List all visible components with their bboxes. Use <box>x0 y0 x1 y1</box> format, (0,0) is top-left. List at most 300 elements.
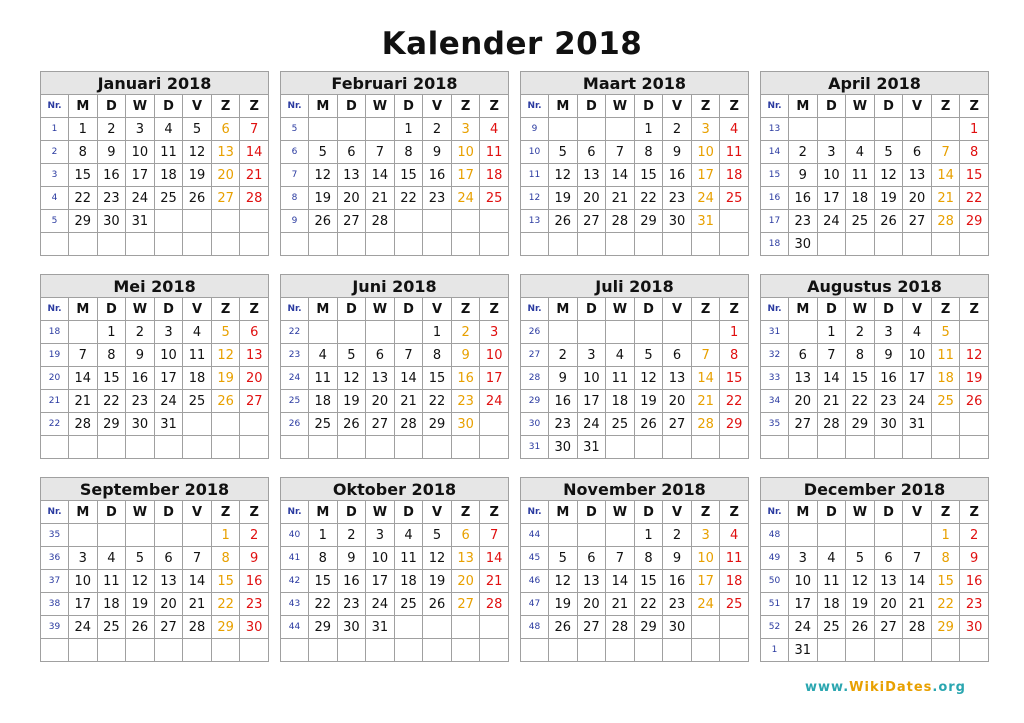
day-cell: 7 <box>394 344 423 367</box>
week-number: 26 <box>521 321 549 344</box>
day-cell: 23 <box>423 187 452 210</box>
weekday-header: M <box>789 501 818 524</box>
week-number: 24 <box>281 367 309 390</box>
day-cell-saturday: 1 <box>931 524 960 547</box>
footer-watermark[interactable] <box>805 680 966 695</box>
week-number: 43 <box>281 593 309 616</box>
day-cell <box>423 210 452 233</box>
day-cell <box>69 639 98 662</box>
day-cell: 26 <box>846 616 875 639</box>
day-cell <box>817 639 846 662</box>
day-cell <box>789 321 818 344</box>
week-number: 49 <box>761 547 789 570</box>
week-number: 39 <box>41 616 69 639</box>
week-number-header: Nr. <box>281 298 309 321</box>
weekday-header: Z <box>720 501 749 524</box>
day-cell-saturday: 7 <box>931 141 960 164</box>
day-cell: 24 <box>817 210 846 233</box>
day-cell-saturday <box>451 436 480 459</box>
day-cell: 9 <box>337 547 366 570</box>
day-cell: 10 <box>69 570 98 593</box>
day-cell-sunday: 22 <box>960 187 989 210</box>
day-cell: 23 <box>789 210 818 233</box>
week-number: 17 <box>761 210 789 233</box>
day-cell: 24 <box>789 616 818 639</box>
day-cell: 24 <box>69 616 98 639</box>
week-number <box>281 436 309 459</box>
day-cell: 11 <box>846 164 875 187</box>
week-number: 23 <box>281 344 309 367</box>
day-cell: 16 <box>549 390 578 413</box>
weekday-header: D <box>337 95 366 118</box>
day-cell: 14 <box>69 367 98 390</box>
day-cell-saturday: 6 <box>451 524 480 547</box>
weekday-header: M <box>789 298 818 321</box>
weekday-header: M <box>69 298 98 321</box>
day-cell: 9 <box>663 547 692 570</box>
day-cell <box>846 639 875 662</box>
day-cell <box>183 436 212 459</box>
day-cell <box>874 436 903 459</box>
day-cell-saturday: 19 <box>211 367 240 390</box>
day-cell: 12 <box>183 141 212 164</box>
week-number-header: Nr. <box>761 501 789 524</box>
week-number-header: Nr. <box>521 95 549 118</box>
day-cell: 28 <box>903 616 932 639</box>
day-cell: 5 <box>309 141 338 164</box>
day-cell: 13 <box>903 164 932 187</box>
weekday-header: V <box>663 501 692 524</box>
day-cell: 5 <box>126 547 155 570</box>
day-cell-sunday: 16 <box>960 570 989 593</box>
day-cell <box>874 639 903 662</box>
weekday-header: M <box>789 95 818 118</box>
week-row <box>41 639 269 662</box>
week-number: 22 <box>281 321 309 344</box>
day-cell: 26 <box>309 210 338 233</box>
weekday-header: D <box>634 501 663 524</box>
day-cell-saturday: 3 <box>451 118 480 141</box>
month-title: Augustus 2018 <box>761 275 989 298</box>
day-cell: 16 <box>97 164 126 187</box>
day-cell: 27 <box>874 616 903 639</box>
day-cell: 26 <box>549 210 578 233</box>
day-cell: 31 <box>126 210 155 233</box>
week-row <box>41 616 269 639</box>
day-cell-saturday <box>211 210 240 233</box>
day-cell: 4 <box>394 524 423 547</box>
week-number: 13 <box>761 118 789 141</box>
weekday-header: M <box>549 95 578 118</box>
day-cell: 26 <box>549 616 578 639</box>
week-row <box>281 367 509 390</box>
day-cell: 25 <box>846 210 875 233</box>
day-cell-sunday: 4 <box>720 524 749 547</box>
week-row <box>281 141 509 164</box>
weekday-header: V <box>423 298 452 321</box>
day-cell <box>817 524 846 547</box>
day-cell: 29 <box>634 616 663 639</box>
day-cell-sunday: 1 <box>720 321 749 344</box>
day-cell <box>394 321 423 344</box>
day-cell-sunday: 24 <box>480 390 509 413</box>
day-cell: 24 <box>903 390 932 413</box>
day-cell-saturday: 27 <box>211 187 240 210</box>
day-cell: 10 <box>366 547 395 570</box>
day-cell-sunday: 17 <box>480 367 509 390</box>
day-cell-saturday: 13 <box>451 547 480 570</box>
day-cell: 5 <box>549 547 578 570</box>
day-cell: 11 <box>154 141 183 164</box>
day-cell: 6 <box>154 547 183 570</box>
month-table <box>280 274 509 459</box>
day-cell-sunday <box>720 436 749 459</box>
week-row <box>281 547 509 570</box>
day-cell: 25 <box>154 187 183 210</box>
day-cell: 3 <box>789 547 818 570</box>
week-number: 2 <box>41 141 69 164</box>
day-cell-sunday <box>960 639 989 662</box>
week-row <box>281 187 509 210</box>
month-title: Oktober 2018 <box>281 478 509 501</box>
week-number: 45 <box>521 547 549 570</box>
day-cell: 16 <box>337 570 366 593</box>
day-cell-saturday <box>691 639 720 662</box>
day-cell: 22 <box>97 390 126 413</box>
day-cell <box>577 639 606 662</box>
weekday-header: D <box>97 501 126 524</box>
day-cell-saturday: 5 <box>931 321 960 344</box>
day-cell <box>874 118 903 141</box>
day-cell-sunday: 21 <box>480 570 509 593</box>
weekday-header: Z <box>480 95 509 118</box>
week-row <box>281 210 509 233</box>
day-cell-sunday <box>480 413 509 436</box>
day-cell-sunday: 2 <box>960 524 989 547</box>
day-cell: 4 <box>846 141 875 164</box>
week-number: 28 <box>521 367 549 390</box>
day-cell: 7 <box>903 547 932 570</box>
week-number: 52 <box>761 616 789 639</box>
week-number: 32 <box>761 344 789 367</box>
day-cell <box>663 436 692 459</box>
day-cell-sunday: 15 <box>960 164 989 187</box>
day-cell <box>154 436 183 459</box>
day-cell <box>394 210 423 233</box>
week-row <box>281 639 509 662</box>
weekday-header: D <box>337 501 366 524</box>
week-row <box>41 118 269 141</box>
day-cell: 15 <box>69 164 98 187</box>
month-table <box>520 274 749 459</box>
day-cell: 29 <box>309 616 338 639</box>
weekday-header: D <box>577 501 606 524</box>
day-cell-saturday <box>451 616 480 639</box>
weekday-header: D <box>874 95 903 118</box>
day-cell: 18 <box>817 593 846 616</box>
day-cell: 3 <box>69 547 98 570</box>
weekday-header: Z <box>211 298 240 321</box>
week-number: 41 <box>281 547 309 570</box>
week-number-header: Nr. <box>521 501 549 524</box>
day-cell-saturday: 10 <box>691 547 720 570</box>
day-cell-saturday: 11 <box>931 344 960 367</box>
day-cell-saturday: 6 <box>211 118 240 141</box>
day-cell: 21 <box>366 187 395 210</box>
week-row <box>761 547 989 570</box>
week-number <box>761 436 789 459</box>
week-row <box>281 390 509 413</box>
day-cell <box>423 639 452 662</box>
day-cell: 11 <box>817 570 846 593</box>
day-cell: 19 <box>846 593 875 616</box>
week-number: 3 <box>41 164 69 187</box>
day-cell: 5 <box>874 141 903 164</box>
day-cell-saturday: 13 <box>211 141 240 164</box>
day-cell-saturday: 28 <box>691 413 720 436</box>
day-cell: 20 <box>789 390 818 413</box>
week-number: 27 <box>521 344 549 367</box>
day-cell: 18 <box>97 593 126 616</box>
day-cell: 4 <box>309 344 338 367</box>
day-cell-sunday: 3 <box>480 321 509 344</box>
day-cell-saturday: 24 <box>691 593 720 616</box>
week-row <box>761 164 989 187</box>
day-cell: 28 <box>606 210 635 233</box>
day-cell-saturday: 9 <box>451 344 480 367</box>
day-cell: 14 <box>183 570 212 593</box>
day-cell: 26 <box>337 413 366 436</box>
day-cell: 21 <box>606 593 635 616</box>
day-cell: 13 <box>337 164 366 187</box>
day-cell <box>874 524 903 547</box>
day-cell <box>337 436 366 459</box>
week-row <box>761 321 989 344</box>
weekday-header: W <box>846 501 875 524</box>
day-cell: 24 <box>577 413 606 436</box>
week-row <box>41 233 269 256</box>
day-cell-sunday: 22 <box>720 390 749 413</box>
day-cell: 26 <box>126 616 155 639</box>
week-row <box>761 141 989 164</box>
day-cell-sunday: 18 <box>720 164 749 187</box>
week-number-header: Nr. <box>281 95 309 118</box>
day-cell: 2 <box>663 118 692 141</box>
week-number-header: Nr. <box>281 501 309 524</box>
week-number: 6 <box>281 141 309 164</box>
week-number: 1 <box>761 639 789 662</box>
day-cell <box>817 118 846 141</box>
day-cell: 2 <box>97 118 126 141</box>
day-cell: 4 <box>606 344 635 367</box>
day-cell: 20 <box>337 187 366 210</box>
week-row <box>761 210 989 233</box>
day-cell-sunday: 28 <box>480 593 509 616</box>
week-row <box>521 436 749 459</box>
weekday-header: D <box>154 298 183 321</box>
day-cell-sunday: 7 <box>240 118 269 141</box>
day-cell: 15 <box>394 164 423 187</box>
day-cell: 1 <box>423 321 452 344</box>
month-table <box>520 71 749 256</box>
day-cell-sunday <box>240 413 269 436</box>
day-cell: 20 <box>903 187 932 210</box>
day-cell <box>97 436 126 459</box>
day-cell: 14 <box>606 570 635 593</box>
weekday-header: D <box>394 298 423 321</box>
weekday-header: M <box>549 501 578 524</box>
page-title: Kalender 2018 <box>381 26 643 62</box>
week-number: 31 <box>761 321 789 344</box>
weekday-header: W <box>846 298 875 321</box>
day-cell: 2 <box>549 344 578 367</box>
weekday-header: V <box>663 95 692 118</box>
day-cell-sunday: 29 <box>960 210 989 233</box>
month-title: Mei 2018 <box>41 275 269 298</box>
weekday-header: D <box>817 95 846 118</box>
day-cell <box>577 118 606 141</box>
day-cell-sunday: 1 <box>960 118 989 141</box>
week-row <box>761 413 989 436</box>
day-cell: 18 <box>309 390 338 413</box>
day-cell: 30 <box>874 413 903 436</box>
day-cell: 6 <box>366 344 395 367</box>
day-cell: 17 <box>154 367 183 390</box>
day-cell-sunday: 25 <box>480 187 509 210</box>
weekday-header: M <box>309 501 338 524</box>
day-cell: 20 <box>577 593 606 616</box>
day-cell: 12 <box>846 570 875 593</box>
day-cell: 16 <box>126 367 155 390</box>
day-cell: 16 <box>423 164 452 187</box>
day-cell-saturday <box>931 233 960 256</box>
day-cell: 23 <box>337 593 366 616</box>
week-row <box>521 524 749 547</box>
weekday-header: W <box>126 501 155 524</box>
day-cell-saturday: 29 <box>211 616 240 639</box>
day-cell <box>183 233 212 256</box>
month-title: Februari 2018 <box>281 72 509 95</box>
footer-prefix: www. <box>805 680 850 695</box>
week-row <box>281 118 509 141</box>
week-number: 1 <box>41 118 69 141</box>
day-cell: 15 <box>846 367 875 390</box>
day-cell: 1 <box>394 118 423 141</box>
week-row <box>281 233 509 256</box>
day-cell-sunday <box>480 616 509 639</box>
week-row <box>521 616 749 639</box>
day-cell-sunday: 9 <box>240 547 269 570</box>
day-cell-sunday <box>960 413 989 436</box>
week-row <box>761 616 989 639</box>
week-number <box>41 639 69 662</box>
day-cell: 14 <box>394 367 423 390</box>
day-cell <box>846 524 875 547</box>
day-cell <box>634 639 663 662</box>
week-number-header: Nr. <box>41 298 69 321</box>
day-cell-sunday <box>240 210 269 233</box>
weekday-header: Z <box>960 95 989 118</box>
weekday-header: Z <box>960 501 989 524</box>
week-row <box>521 367 749 390</box>
weekday-header: V <box>903 95 932 118</box>
weekday-header: V <box>183 298 212 321</box>
day-cell: 18 <box>846 187 875 210</box>
day-cell: 13 <box>154 570 183 593</box>
weekday-header: Z <box>211 501 240 524</box>
day-cell-saturday <box>451 210 480 233</box>
day-cell-saturday: 17 <box>691 164 720 187</box>
day-cell <box>634 436 663 459</box>
day-cell-sunday: 18 <box>720 570 749 593</box>
day-cell-saturday: 3 <box>691 524 720 547</box>
day-cell <box>154 639 183 662</box>
day-cell: 5 <box>183 118 212 141</box>
day-cell: 13 <box>577 164 606 187</box>
week-row <box>521 547 749 570</box>
week-row <box>521 344 749 367</box>
day-cell <box>366 233 395 256</box>
day-cell-sunday: 30 <box>960 616 989 639</box>
month-table <box>280 477 509 662</box>
day-cell-saturday <box>931 639 960 662</box>
day-cell <box>634 233 663 256</box>
day-cell-saturday: 16 <box>451 367 480 390</box>
day-cell <box>789 436 818 459</box>
week-row <box>761 367 989 390</box>
day-cell: 25 <box>309 413 338 436</box>
day-cell-saturday: 22 <box>211 593 240 616</box>
week-number: 5 <box>281 118 309 141</box>
day-cell-saturday: 25 <box>931 390 960 413</box>
day-cell: 27 <box>577 616 606 639</box>
weekday-header: W <box>366 501 395 524</box>
month-title: Januari 2018 <box>41 72 269 95</box>
day-cell: 18 <box>183 367 212 390</box>
day-cell <box>663 639 692 662</box>
weekday-header: W <box>606 501 635 524</box>
day-cell-sunday: 19 <box>960 367 989 390</box>
day-cell <box>846 436 875 459</box>
day-cell-sunday <box>480 210 509 233</box>
day-cell: 14 <box>366 164 395 187</box>
week-number: 37 <box>41 570 69 593</box>
day-cell: 3 <box>154 321 183 344</box>
day-cell: 7 <box>183 547 212 570</box>
day-cell: 30 <box>337 616 366 639</box>
day-cell: 19 <box>309 187 338 210</box>
day-cell <box>903 639 932 662</box>
day-cell: 13 <box>663 367 692 390</box>
day-cell: 12 <box>874 164 903 187</box>
day-cell-saturday: 17 <box>451 164 480 187</box>
day-cell: 23 <box>663 593 692 616</box>
day-cell <box>394 616 423 639</box>
day-cell: 22 <box>846 390 875 413</box>
day-cell: 19 <box>634 390 663 413</box>
week-number: 18 <box>761 233 789 256</box>
day-cell: 28 <box>606 616 635 639</box>
week-row <box>761 436 989 459</box>
day-cell: 2 <box>789 141 818 164</box>
day-cell: 14 <box>606 164 635 187</box>
week-row <box>41 390 269 413</box>
week-row <box>521 593 749 616</box>
day-cell <box>394 639 423 662</box>
weekday-header: D <box>154 95 183 118</box>
day-cell-sunday: 7 <box>480 524 509 547</box>
weekday-header: D <box>634 95 663 118</box>
